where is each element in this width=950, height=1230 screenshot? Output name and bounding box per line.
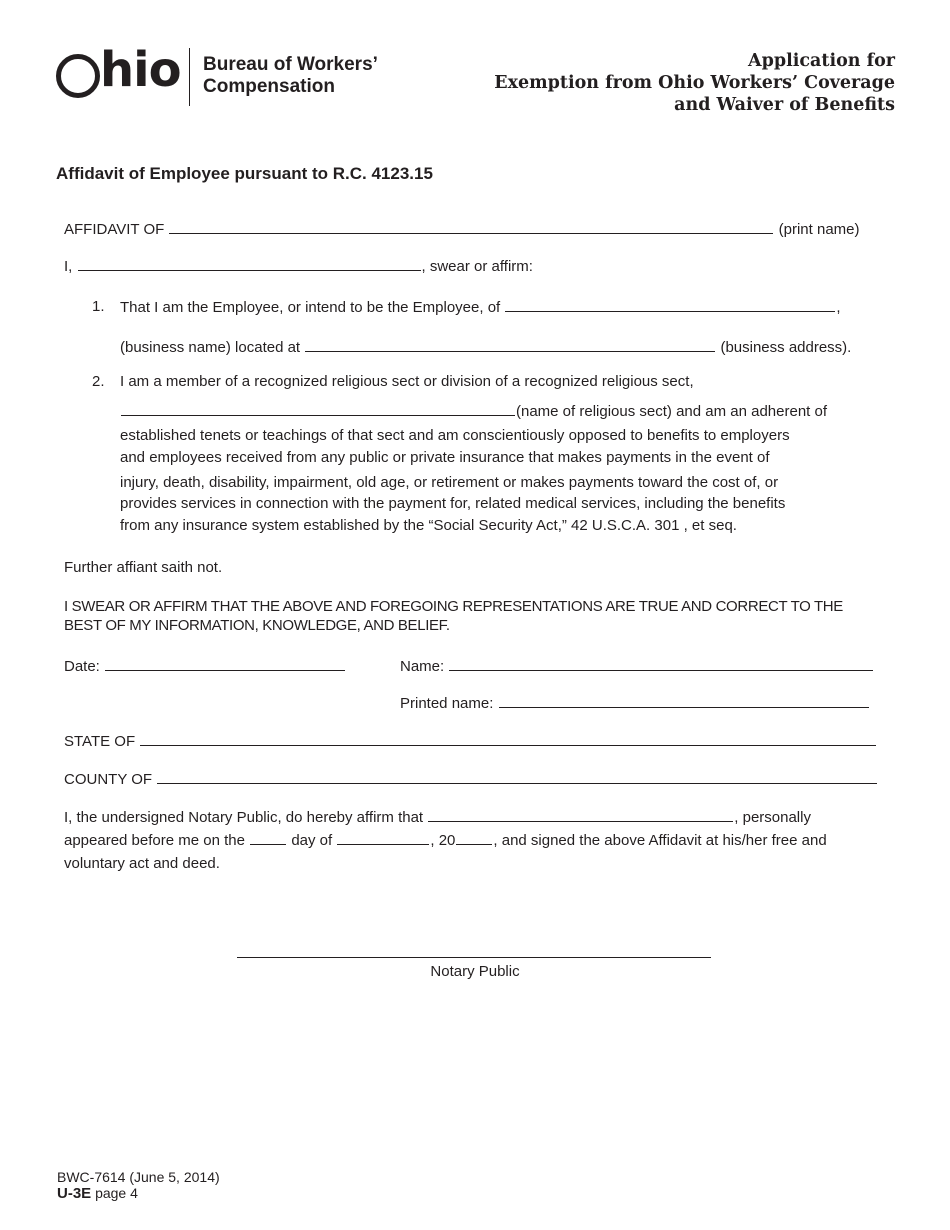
swear-label: , swear or affirm:: [421, 258, 533, 275]
notary-line3: voluntary act and deed.: [64, 855, 220, 872]
notary-text-e: , 20: [430, 832, 456, 849]
logo-divider: [189, 48, 190, 106]
item1-comma: ,: [836, 299, 841, 316]
item2-line3: established tenets or teachings of that sect and am conscientiously opposed to benefits to employers: [120, 427, 790, 444]
date-row: [64, 656, 346, 677]
notary-public-label: Notary Public: [430, 963, 520, 980]
item1-address-row: [120, 337, 851, 358]
affiant-name-field-2[interactable]: [78, 256, 421, 271]
item1-text: That I am the Employee, or intend to be the Employee, of: [120, 299, 501, 316]
i-label: I,: [64, 258, 73, 275]
ohio-logo-circle-icon: [56, 54, 100, 98]
swear-statement-line2: BEST OF MY INFORMATION, KNOWLEDGE, AND BELIEF.: [64, 617, 450, 634]
notary-day-field[interactable]: [250, 830, 286, 845]
name-label: Name:: [400, 658, 445, 675]
document-title: [494, 50, 895, 116]
county-row: [64, 769, 878, 790]
printed-name-field[interactable]: [499, 693, 869, 708]
form-code: U-3E: [57, 1185, 92, 1202]
notary-affiant-field[interactable]: [428, 807, 733, 822]
printed-name-row: [400, 693, 870, 714]
county-field[interactable]: [157, 769, 877, 784]
notary-text-a: I, the undersigned Notary Public, do hereby affirm that: [64, 809, 424, 826]
item1-number: 1.: [92, 298, 105, 315]
notary-year-field[interactable]: [456, 830, 492, 845]
notary-text-b: , personally: [734, 809, 811, 826]
affidavit-heading: Affidavit of Employee pursuant to R.C. 4123.15: [56, 164, 433, 183]
name-row: [400, 656, 874, 677]
business-address-field[interactable]: [305, 337, 715, 352]
notary-text-c: appeared before me on the: [64, 832, 245, 849]
state-field[interactable]: [140, 731, 876, 746]
swear-row: [64, 256, 533, 277]
affidavit-of-label: AFFIDAVIT OF: [64, 221, 165, 238]
religious-sect-field[interactable]: [121, 401, 515, 416]
agency-name-line1: Bureau of Workers’: [203, 54, 378, 75]
item2-line6: provides services in connection with the payment for, related medical services, including the benefits: [120, 495, 786, 512]
form-code-row: [57, 1185, 138, 1202]
date-field[interactable]: [105, 656, 345, 671]
title-line1: Application for: [748, 51, 895, 71]
notary-line1: [64, 807, 811, 828]
ohio-logo-wordmark: hio: [100, 42, 181, 98]
state-label: STATE OF: [64, 733, 136, 750]
business-address-label: (business address).: [720, 339, 852, 356]
sect-label: (name of religious sect) and am an adherent of: [516, 403, 828, 420]
agency-name: [203, 54, 378, 98]
item2-line1: I am a member of a recognized religious sect or division of a recognized religious sect,: [120, 373, 694, 390]
swear-statement-line1: I SWEAR OR AFFIRM THAT THE ABOVE AND FOREGOING REPRESENTATIONS ARE TRUE AND CORRECT TO THE: [64, 598, 843, 615]
printed-name-label: Printed name:: [400, 695, 494, 712]
item2-line4: and employees received from any public or private insurance that makes payments in the event of: [120, 449, 770, 466]
agency-name-line2: Compensation: [203, 76, 335, 97]
affiant-name-field[interactable]: [169, 219, 773, 234]
item1-row: [120, 297, 841, 318]
notary-signature-line[interactable]: [237, 957, 711, 958]
further-affiant: Further affiant saith not.: [64, 559, 223, 576]
date-label: Date:: [64, 658, 100, 675]
signature-name-field[interactable]: [449, 656, 873, 671]
item2-number: 2.: [92, 373, 105, 390]
title-line2: Exemption from Ohio Workers’ Coverage: [494, 73, 895, 93]
notary-line2: [64, 830, 827, 851]
item2-line7: from any insurance system established by the “Social Security Act,” 42 U.S.C.A. 301 , et seq.: [120, 517, 737, 534]
county-label: COUNTY OF: [64, 771, 153, 788]
form-number: BWC-7614 (June 5, 2014): [57, 1169, 220, 1185]
item2-line5: injury, death, disability, impairment, old age, or retirement or makes payments toward the cost of, or: [120, 474, 779, 491]
item2-sect-row: [120, 401, 827, 422]
state-row: [64, 731, 877, 752]
notary-month-field[interactable]: [337, 830, 429, 845]
title-line3: and Waiver of Benefits: [674, 95, 895, 115]
page-label: page 4: [95, 1185, 138, 1201]
employer-name-field[interactable]: [505, 297, 835, 312]
business-name-label: (business name) located at: [120, 339, 301, 356]
print-name-label: (print name): [778, 221, 860, 238]
affidavit-of-row: [64, 219, 860, 240]
notary-text-d: day of: [291, 832, 333, 849]
notary-text-f: , and signed the above Affidavit at his/her free and: [493, 832, 827, 849]
